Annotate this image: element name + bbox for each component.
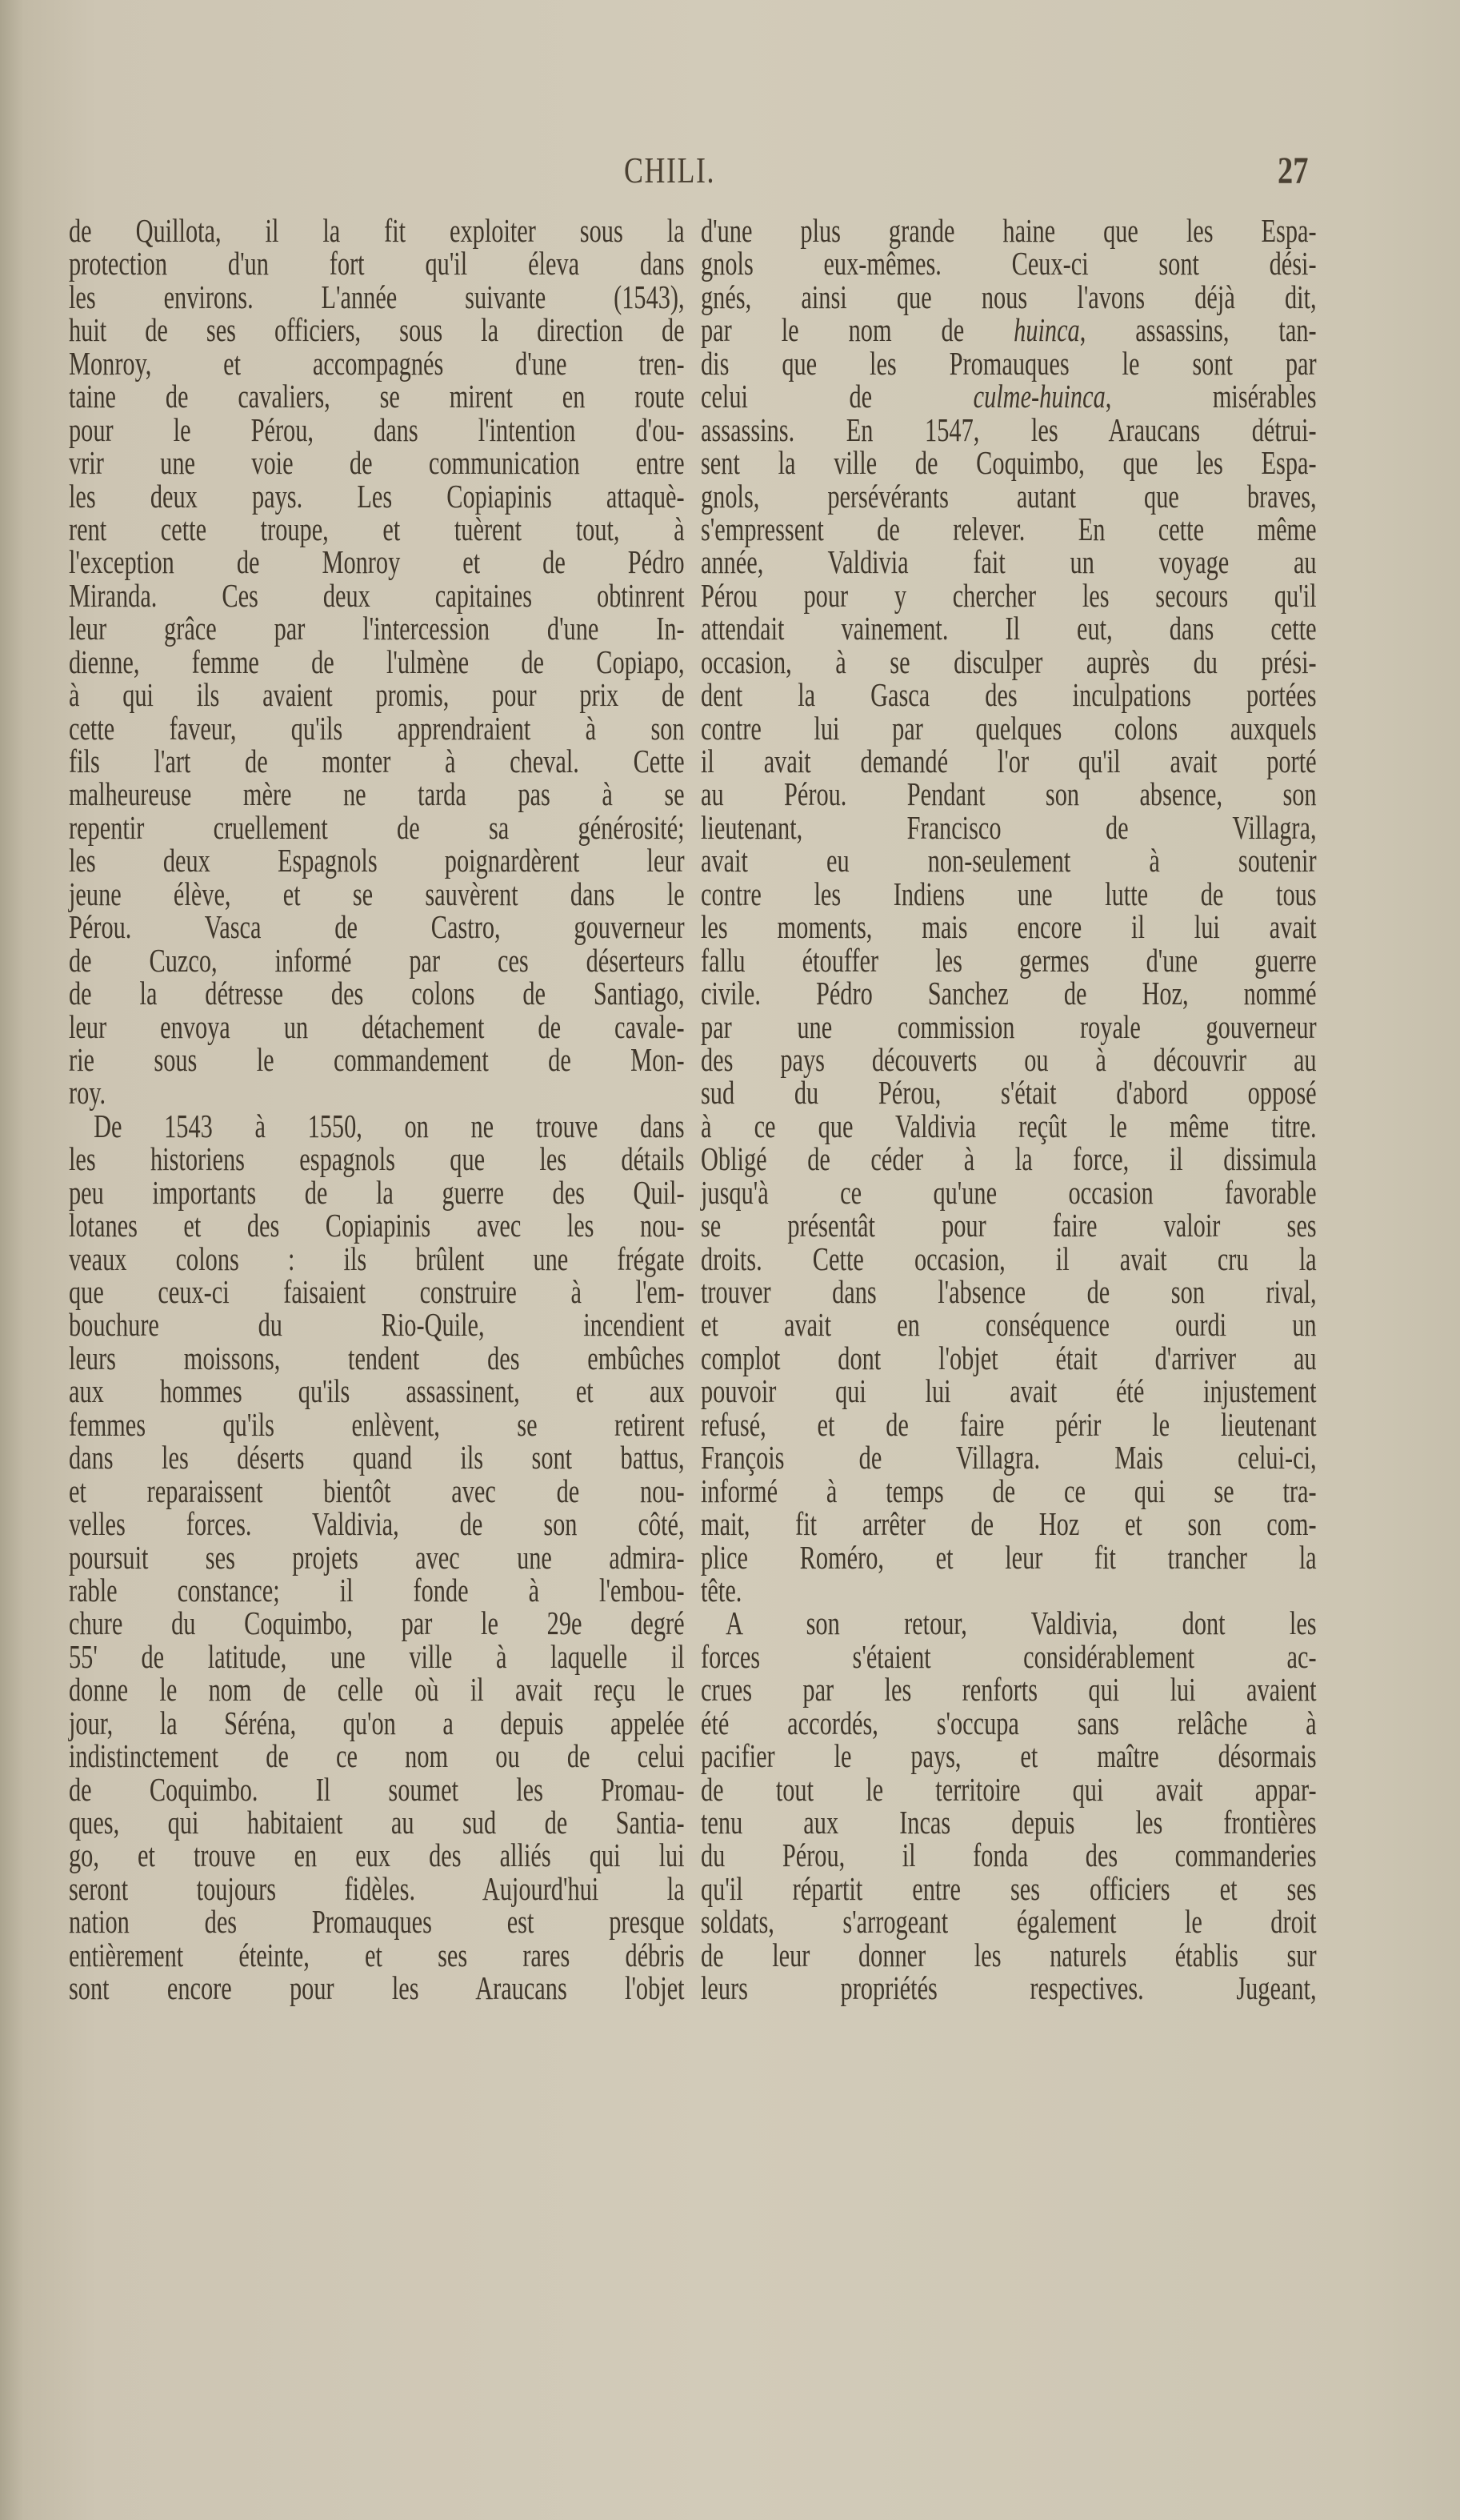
text-line: chure du Coquimbo, par le 29e degré — [69, 1605, 685, 1642]
text-line: leur grâce par l'intercession d'une In- — [69, 610, 685, 647]
text-line: gnols, persévérants autant que braves, — [701, 477, 1317, 515]
italic-term: huinca — [1014, 311, 1080, 349]
text-line: nation des Promauques est presque — [69, 1903, 685, 1941]
text-line: bouchure du Rio-Quile, incendient — [69, 1306, 685, 1344]
text-line: l'exception de Monroy et de Pédro — [69, 543, 685, 581]
text-line: huit de ses officiers, sous la direction de — [69, 311, 685, 349]
text-line: avait eu non-seulement à soutenir — [701, 842, 1317, 879]
text-line: jusqu'à ce qu'une occasion favorable — [701, 1173, 1317, 1211]
text-line: tenu aux Incas depuis les frontières — [701, 1804, 1317, 1841]
text-line — [701, 311, 1317, 349]
text-line: veaux colons : ils brûlent une frégate — [69, 1240, 685, 1277]
text-line: crues par les renforts qui lui avaient — [701, 1671, 1317, 1709]
text-line: fils l'art de monter à cheval. Cette — [69, 743, 685, 779]
text-line: contre lui par quelques colons auxquels — [701, 709, 1317, 747]
text-line: malheureuse mère ne tarda pas à se — [69, 775, 685, 813]
text-line: François de Villagra. Mais celui-ci, — [701, 1439, 1317, 1476]
text-line: que ceux-ci faisaient construire à l'em- — [69, 1273, 685, 1310]
text-line: donne le nom de celle où il avait reçu le — [69, 1671, 685, 1709]
text-line: jour, la Séréna, qu'on a depuis appelée — [69, 1704, 685, 1741]
text-line: seront toujours fidèles. Aujourd'hui la — [69, 1869, 685, 1907]
text-line: taine de cavaliers, se mirent en route — [69, 378, 685, 415]
text-line: trouver dans l'absence de son rival, — [701, 1273, 1317, 1310]
right-text-column — [701, 214, 1317, 2005]
text-line: vrir une voie de communication entre — [69, 444, 685, 482]
text-line: les environs. L'année suivante (1543), — [69, 278, 685, 315]
text-line: Monroy, et accompagnés d'une tren- — [69, 344, 685, 382]
text-line: entièrement éteinte, et ses rares débris — [69, 1936, 685, 1973]
text-line: fallu étouffer les germes d'une guerre — [701, 941, 1317, 979]
text-line: droits. Cette occasion, il avait cru la — [701, 1240, 1317, 1277]
text-line: les deux Espagnols poignardèrent leur — [69, 842, 685, 879]
text-line: de la détresse des colons de Santiago, — [69, 975, 685, 1012]
text-line: dienne, femme de l'ulmène de Copiapo, — [69, 643, 685, 680]
text-line: mait, fit arrêter de Hoz et son com- — [701, 1505, 1317, 1543]
page-number: 27 — [1278, 150, 1309, 192]
text-line: de Quillota, il la fit exploiter sous la — [69, 212, 685, 249]
text-line: les historiens espagnols que les détails — [69, 1140, 685, 1178]
text-line: lieutenant, Francisco de Villagra, — [701, 808, 1317, 846]
text-line: Pérou. Vasca de Castro, gouverneur — [69, 908, 685, 946]
text-line: contre les Indiens une lutte de tous — [701, 875, 1317, 912]
text-line: rent cette troupe, et tuèrent tout, à — [69, 510, 685, 547]
text-line: dent la Gasca des inculpations portées — [701, 676, 1317, 714]
text-line: année, Valdivia fait un voyage au — [701, 543, 1317, 581]
text-line: pour le Pérou, dans l'intention d'ou- — [69, 411, 685, 448]
text-line: été accordés, s'occupa sans relâche à — [701, 1704, 1317, 1741]
text-line: assassins. En 1547, les Araucans détrui- — [701, 411, 1317, 448]
text-line: rable constance; il fonde à l'embou- — [69, 1571, 685, 1609]
text-line: lotanes et des Copiapinis avec les nou- — [69, 1207, 685, 1244]
text-line: les deux pays. Les Copiapinis attaquè- — [69, 477, 685, 515]
text-line: dans les déserts quand ils sont battus, — [69, 1439, 685, 1476]
text-line: se présentât pour faire valoir ses — [701, 1207, 1317, 1244]
text-line: il avait demandé l'or qu'il avait porté — [701, 743, 1317, 779]
text-line: ques, qui habitaient au sud de Santia- — [69, 1804, 685, 1841]
text-line: d'une plus grande haine que les Espa- — [701, 212, 1317, 249]
text-line: civile. Pédro Sanchez de Hoz, nommé — [701, 975, 1317, 1012]
text-line: gnols eux-mêmes. Ceux-ci sont dési- — [701, 245, 1317, 282]
text-line: Pérou pour y chercher les secours qu'il — [701, 576, 1317, 614]
text-line: sont encore pour les Araucans l'objet — [69, 1969, 685, 2007]
text-line: leurs moissons, tendent des embûches — [69, 1339, 685, 1376]
running-head — [0, 149, 1460, 197]
text-line: protection d'un fort qu'il éleva dans — [69, 245, 685, 282]
text-line: et reparaissent bientôt avec de nou- — [69, 1472, 685, 1509]
text-line: go, et trouve en eux des alliés qui lui — [69, 1837, 685, 1874]
text-line: pacifier le pays, et maître désormais — [701, 1737, 1317, 1775]
text-line: jeune élève, et se sauvèrent dans le — [69, 875, 685, 912]
text-line: à qui ils avaient promis, pour prix de — [69, 676, 685, 714]
text-line: leurs propriétés respectives. Jugeant, — [701, 1969, 1317, 2007]
text-line: et avait en conséquence ourdi un — [701, 1306, 1317, 1344]
text-line: plice Roméro, et leur fit trancher la — [701, 1538, 1317, 1576]
text-line: De 1543 à 1550, on ne trouve dans — [94, 1107, 685, 1144]
text-line: à ce que Valdivia reçût le même titre. — [701, 1107, 1317, 1144]
text-line: forces s'étaient considérablement ac- — [701, 1637, 1317, 1675]
left-text-column — [69, 214, 685, 2005]
text-line: A son retour, Valdivia, dont les — [726, 1605, 1317, 1642]
text-line: repentir cruellement de sa générosité; — [69, 808, 685, 846]
text-line: peu importants de la guerre des Quil- — [69, 1173, 685, 1211]
text-line: de tout le territoire qui avait appar- — [701, 1770, 1317, 1808]
text-line: indistinctement de ce nom ou de celui — [69, 1737, 685, 1775]
text-line: du Pérou, il fonda des commanderies — [701, 1837, 1317, 1874]
text-line: les moments, mais encore il lui avait — [701, 908, 1317, 946]
text-line: femmes qu'ils enlèvent, se retirent — [69, 1405, 685, 1443]
text-line: Miranda. Ces deux capitaines obtinrent — [69, 576, 685, 614]
text-line: dis que les Promauques le sont par — [701, 344, 1317, 382]
text-line: roy. — [69, 1074, 106, 1112]
running-title: CHILI. — [624, 150, 715, 190]
italic-term: culme-huinca — [973, 378, 1106, 415]
text-line: sent la ville de Coquimbo, que les Espa- — [701, 444, 1317, 482]
text-line — [701, 380, 1317, 413]
text-line: velles forces. Valdivia, de son côté, — [69, 1505, 685, 1543]
text-line: complot dont l'objet était d'arriver au — [701, 1339, 1317, 1376]
text-line: cette faveur, qu'ils apprendraient à son — [69, 709, 685, 747]
text-line: sud du Pérou, s'était d'abord opposé — [701, 1074, 1317, 1112]
text-line: tête. — [701, 1571, 742, 1609]
text-line: de Coquimbo. Il soumet les Promau- — [69, 1770, 685, 1808]
text-line: informé à temps de ce qui se tra- — [701, 1472, 1317, 1509]
text-line: au Pérou. Pendant son absence, son — [701, 775, 1317, 813]
text-line: refusé, et de faire périr le lieutenant — [701, 1405, 1317, 1443]
text-run: par le nom de — [701, 311, 1014, 349]
text-line: soldats, s'arrogeant également le droit — [701, 1903, 1317, 1941]
text-line: attendait vainement. Il eut, dans cette — [701, 610, 1317, 647]
text-line: leur envoya un détachement de cavale- — [69, 1008, 685, 1045]
text-run: , assassins, tan- — [1079, 311, 1317, 349]
text-line: de leur donner les naturels établis sur — [701, 1936, 1317, 1973]
text-line: occasion, à se disculper auprès du prési- — [701, 643, 1317, 680]
text-line: gnés, ainsi que nous l'avons déjà dit, — [701, 278, 1317, 315]
text-line: Obligé de céder à la force, il dissimula — [701, 1140, 1317, 1178]
text-run: , misérables — [1105, 378, 1317, 415]
text-line: par une commission royale gouverneur — [701, 1008, 1317, 1045]
text-line: aux hommes qu'ils assassinent, et aux — [69, 1372, 685, 1410]
text-line: qu'il répartit entre ses officiers et ses — [701, 1869, 1317, 1907]
text-line: pouvoir qui lui avait été injustement — [701, 1372, 1317, 1410]
text-line: des pays découverts ou à découvrir au — [701, 1040, 1317, 1078]
text-line: de Cuzco, informé par ces déserteurs — [69, 941, 685, 979]
text-run: celui de — [701, 378, 974, 415]
text-line: poursuit ses projets avec une admira- — [69, 1538, 685, 1576]
text-line: 55' de latitude, une ville à laquelle il — [69, 1637, 685, 1675]
text-line: s'empressent de relever. En cette même — [701, 510, 1317, 547]
text-line: rie sous le commandement de Mon- — [69, 1040, 685, 1078]
